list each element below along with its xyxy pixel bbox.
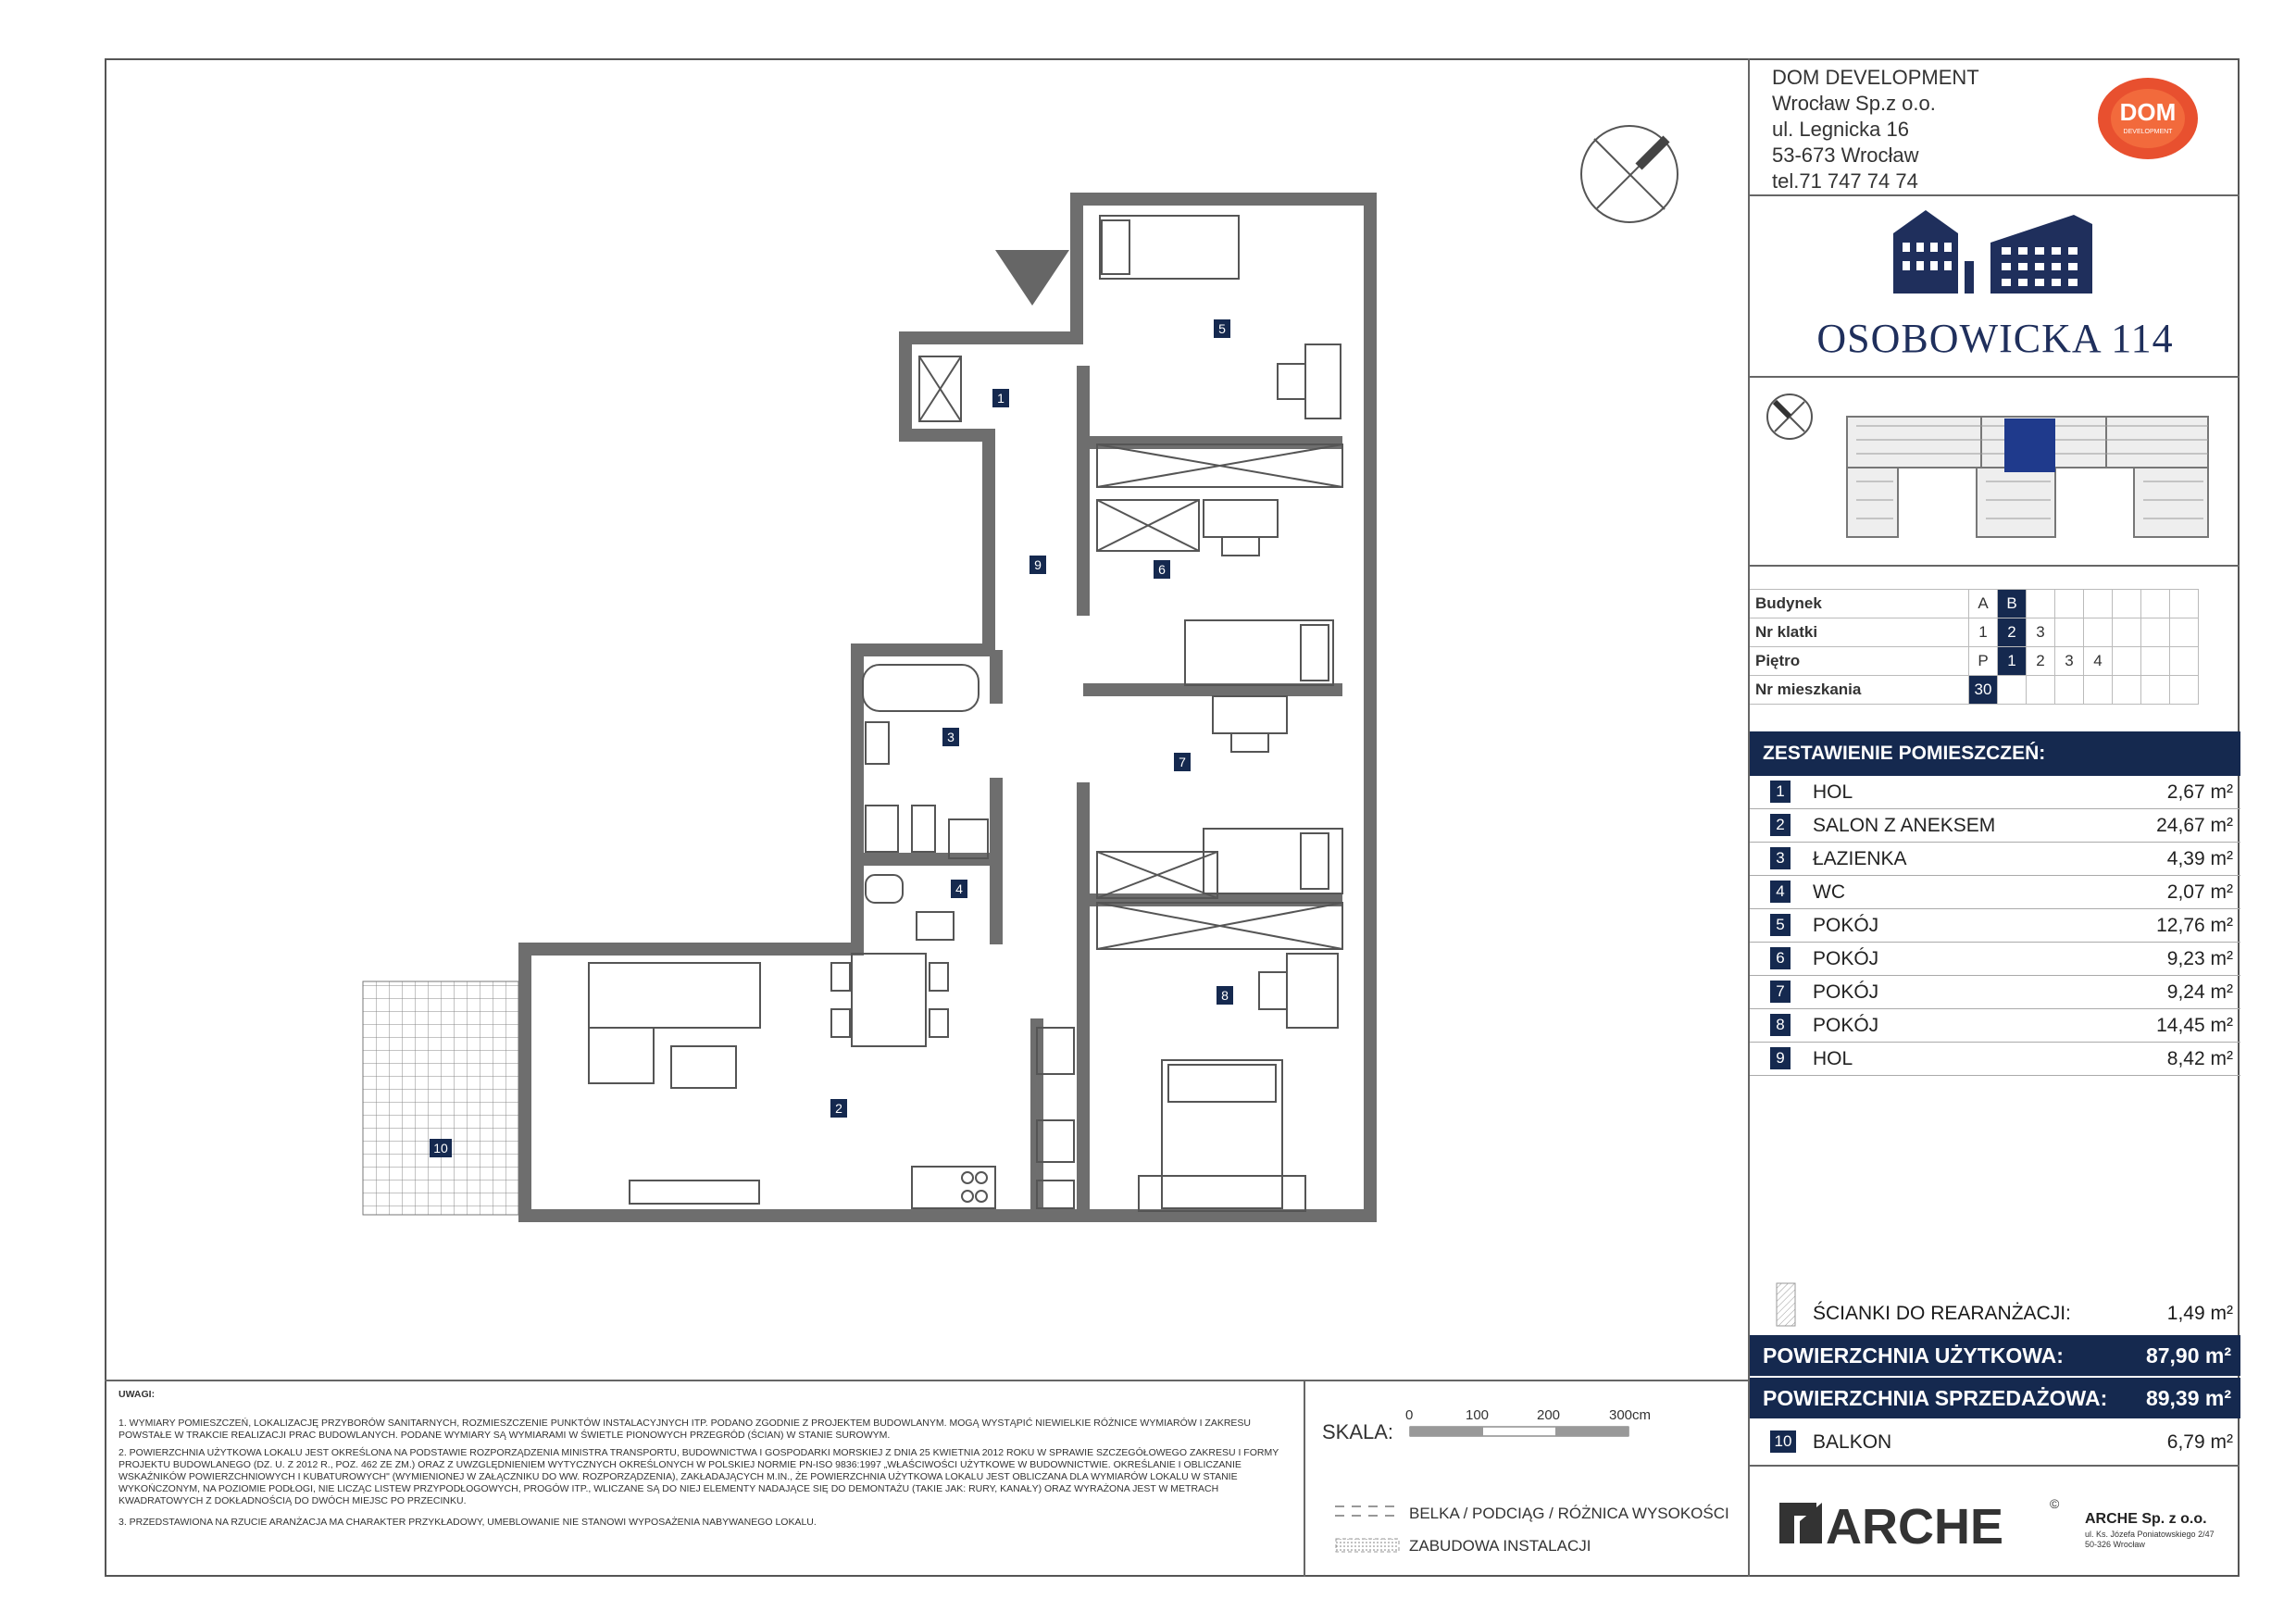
room-row: [1750, 943, 2240, 976]
sales-area-label: POWIERZCHNIA SPRZEDAŻOWA:: [1763, 1386, 2108, 1410]
balcony-row: [1750, 1426, 2240, 1459]
room-row: [1750, 809, 2240, 843]
room-row: [1750, 876, 2240, 909]
floor-option-4: 4: [2084, 647, 2113, 676]
room-number: 1: [1770, 781, 1791, 803]
room-name: HOL: [1813, 781, 1853, 803]
company-info: [1772, 65, 1979, 194]
scale-tick-100: 100: [1466, 1407, 1490, 1423]
usable-area-label: POWIERZCHNIA UŻYTKOWA:: [1763, 1343, 2064, 1368]
svg-text:6: 6: [1158, 562, 1166, 577]
balcony-number: 10: [1770, 1430, 1796, 1453]
building-option-b: B: [1998, 590, 2027, 618]
note-2: 2. POWIERZCHNIA UŻYTKOWA LOKALU JEST OKREŚLONA NA PODSTAWIE ROZPORZĄDZENIA MINISTRA TRANSPORTU, BUDOWNICTWA I GOSPODARKI MORSKIEJ Z DNIA 25 KWIETNIA 2012 ROKU W SPRAWIE SZCZEGÓŁOWEGO ZAKRESU I FORMY PROJEKTU BUDOWLANEGO (DZ. U. Z 2012 R., POZ. 462 ZE ZM.) ORAZ Z UWZGLĘDNIENIEM WYTYCZNYCH OKREŚLONYCH W POLSKIEJ NORMIE PN-ISO 9836:1997 „WŁAŚCIWOŚCI UŻYTKOWE W BUDOWNICTWIE. OKREŚLANIE I OBLICZANIE WSKAŹNIKÓW POWIERZCHNIOWYCH I KUBATUROWYCH" (WYMIENIONEJ W ZAŁĄCZNIKU DO WW. ROZPORZĄDZENIA), ZAKŁADAJĄCYCH M.IN., ŻE POWIERZCHNIA UŻYTKOWA LOKALU JEST OBLICZANA DLA WYMIARÓW LOKALU W STANIE WYKOŃCZONYM, NA POZIOMIE PODŁOGI, NIE LICZĄC LISTEW PRZYPODŁOGOWYCH, PROGÓW ITP., WLICZANE SĄ DO NIEJ ELEMENTY NADAJĄCE SIĘ DO DEMONTAŻU (TAKIE JAK: RURY, KANAŁY) ORAZ WYRAŻONA JEST W METRACH KWADRATOWYCH Z DOKŁADNOŚCIĄ DO DWÓCH MIEJSC PO PRZECINKU.: [119, 1447, 1279, 1506]
dom-development-logo: [2096, 76, 2200, 161]
svg-text:8: 8: [1221, 988, 1229, 1003]
floor-row: [1750, 647, 2199, 676]
dotted-fill-icon: [1335, 1537, 1400, 1554]
legend-installation-label: ZABUDOWA INSTALACJI: [1409, 1537, 1591, 1555]
svg-text:2: 2: [835, 1101, 842, 1116]
room-tag-9: [1029, 556, 1046, 574]
svg-text:4: 4: [955, 881, 963, 896]
room-area: 9,23 m²: [2166, 948, 2233, 969]
room-row: [1750, 843, 2240, 876]
arche-address: [2085, 1530, 2242, 1550]
staircase-label: Nr klatki: [1750, 618, 1969, 647]
furniture: [589, 216, 1342, 1211]
room-row: [1750, 1009, 2240, 1043]
walls: [525, 199, 1370, 1216]
highlighted-apartment: [2004, 418, 2055, 472]
room-area: 14,45 m²: [2156, 1015, 2233, 1036]
rooms-header: ZESTAWIENIE POMIESZCZEŃ:: [1750, 731, 2240, 776]
room-area: 24,67 m²: [2156, 815, 2233, 836]
room-name: POKÓJ: [1813, 1015, 1879, 1036]
svg-text:9: 9: [1034, 557, 1042, 572]
room-tag-10: [430, 1139, 452, 1157]
sales-area-bar: [1750, 1378, 2240, 1418]
project-title: OSOBOWICKA 114: [1816, 316, 2174, 361]
room-number: 8: [1770, 1014, 1791, 1036]
room-row: [1750, 1043, 2240, 1076]
north-arrow-icon: [1581, 126, 1678, 222]
room-area: 8,42 m²: [2166, 1048, 2233, 1069]
room-tag-2: [830, 1099, 847, 1118]
apartment-row: [1750, 676, 2199, 705]
svg-text:3: 3: [947, 730, 955, 744]
room-name: POKÓJ: [1813, 948, 1879, 969]
site-plan-thumbnail: [1764, 389, 2236, 556]
staircase-option-1: 1: [1969, 618, 1998, 647]
dashed-line-icon: [1335, 1503, 1400, 1521]
svg-text:DEVELOPMENT: DEVELOPMENT: [2123, 129, 2173, 135]
location-table: [1750, 589, 2199, 705]
room-number: 6: [1770, 947, 1791, 969]
rearrangement-walls-row: [1750, 1282, 2240, 1334]
room-name: HOL: [1813, 1048, 1853, 1069]
room-area: 9,24 m²: [2166, 981, 2233, 1003]
room-number: 9: [1770, 1047, 1791, 1069]
staircase-option-2: 2: [1998, 618, 2027, 647]
svg-text:1: 1: [997, 391, 1004, 406]
building-label: Budynek: [1750, 590, 1969, 618]
room-tag-8: [1217, 986, 1233, 1005]
arche-address-line1: ul. Ks. Józefa Poniatowskiego 2/47: [2085, 1530, 2215, 1539]
balcony-area: 6,79 m²: [2166, 1431, 2233, 1453]
company-line2: Wrocław Sp.z o.o.: [1772, 92, 1936, 115]
arche-company: ARCHE Sp. z o.o.: [2085, 1511, 2207, 1527]
legend-beam-label: BELKA / PODCIĄG / RÓŻNICA WYSOKOŚCI: [1409, 1505, 1729, 1522]
scale-bar: [1409, 1426, 1631, 1439]
room-area: 2,67 m²: [2166, 781, 2233, 803]
room-row: [1750, 776, 2240, 809]
room-name: SALON Z ANEKSEM: [1813, 815, 1996, 836]
room-row: [1750, 976, 2240, 1009]
svg-text:ARCHE: ARCHE: [1826, 1499, 2004, 1555]
company-divider: [1748, 194, 2240, 196]
balcony: [363, 981, 518, 1215]
room-tag-6: [1154, 560, 1170, 579]
hatch-swatch-icon: [1776, 1282, 1796, 1327]
room-area: 12,76 m²: [2156, 915, 2233, 936]
room-tag-5: [1214, 319, 1230, 338]
entrance-arrow-icon: [995, 250, 1069, 306]
staircase-row: [1750, 618, 2199, 647]
svg-text:DOM: DOM: [2119, 98, 2177, 126]
title-divider: [1748, 376, 2240, 378]
floor-label: Piętro: [1750, 647, 1969, 676]
scale-tick-200: 200: [1537, 1407, 1561, 1423]
room-name: WC: [1813, 881, 1845, 903]
sales-area-value: 89,39 m²: [2145, 1386, 2231, 1410]
building-sketch-icon: [1889, 206, 2102, 298]
building-option-a: A: [1969, 590, 1998, 618]
usable-area-value: 87,90 m²: [2145, 1343, 2231, 1368]
walls-label: ŚCIANKI DO REARANŻACJI:: [1813, 1303, 2071, 1324]
note-3: 3. PRZEDSTAWIONA NA RZUCIE ARANŻACJA MA CHARAKTER PRZYKŁADOWY, UMEBLOWANIE NIE STANOWI WYPOSAŻENIA NABYWANEGO LOKALU.: [119, 1517, 817, 1528]
floor-option-p: P: [1969, 647, 1998, 676]
room-number: 3: [1770, 847, 1791, 869]
company-name: DOM DEVELOPMENT: [1772, 66, 1979, 89]
notes: [119, 1389, 1294, 1534]
room-number: 5: [1770, 914, 1791, 936]
building-row: [1750, 590, 2199, 618]
scale-label: SKALA:: [1322, 1420, 1394, 1443]
apartment-number: 30: [1969, 676, 1998, 705]
siteplan-divider: [1748, 565, 2240, 567]
balcony-name: BALKON: [1813, 1431, 1892, 1453]
svg-text:5: 5: [1218, 321, 1226, 336]
room-number: 7: [1770, 981, 1791, 1003]
arche-logo: [1779, 1495, 2085, 1560]
scale-tick-0: 0: [1405, 1407, 1414, 1423]
company-street: ul. Legnicka 16: [1772, 118, 1909, 141]
notes-divider: [1304, 1380, 1305, 1577]
room-number: 4: [1770, 881, 1791, 903]
room-tag-7: [1174, 753, 1191, 771]
room-row: [1750, 909, 2240, 943]
floor-option-2: 2: [2027, 647, 2055, 676]
svg-text:7: 7: [1179, 755, 1186, 769]
room-area: 2,07 m²: [2166, 881, 2233, 903]
room-tag-4: [951, 880, 967, 898]
walls-area: 1,49 m²: [2166, 1303, 2233, 1324]
room-tag-3: [942, 728, 959, 746]
svg-text:©: ©: [2050, 1496, 2060, 1511]
room-number: 2: [1770, 814, 1791, 836]
note-1: 1. WYMIARY POMIESZCZEŃ, LOKALIZACJĘ PRZYBORÓW SANITARNYCH, ROZMIESZCZENIE PUNKTÓW INSTALACYJNYCH ITP. PODANO ZGODNIE Z PROJEKTEM BUDOWLANYM. MOGĄ WYSTĄPIĆ NIEWIELKIE RÓŻNICE WYMIARÓW I ZAKRESU POWSTAŁE W TRAKCIE REALIZACJI PRAC BUDOWLANYCH. PODANE WYMIARY SĄ WYMIARAMI W ŚWIETLE PIONOWYCH PRZEGRÓD (ŚCIAN) W STANIE SUROWYM.: [119, 1418, 1251, 1441]
svg-text:10: 10: [433, 1141, 448, 1156]
bottom-panel-divider: [105, 1380, 1749, 1381]
room-name: ŁAZIENKA: [1813, 848, 1907, 869]
floor-option-1: 1: [1998, 647, 2027, 676]
apartment-label: Nr mieszkania: [1750, 676, 1969, 705]
room-name: POKÓJ: [1813, 981, 1879, 1003]
usable-area-bar: [1750, 1335, 2240, 1376]
floor-option-3: 3: [2055, 647, 2084, 676]
notes-title: UWAGI:: [119, 1389, 156, 1400]
scale-tick-300: 300cm: [1609, 1407, 1652, 1423]
room-area: 4,39 m²: [2166, 848, 2233, 869]
arche-divider: [1748, 1465, 2240, 1467]
room-name: POKÓJ: [1813, 915, 1879, 936]
room-tag-1: [992, 389, 1009, 407]
company-city: 53-673 Wrocław: [1772, 144, 1919, 167]
staircase-option-3: 3: [2027, 618, 2055, 647]
company-phone: tel.71 747 74 74: [1772, 169, 1918, 193]
arche-address-line2: 50-326 Wrocław: [2085, 1540, 2145, 1549]
